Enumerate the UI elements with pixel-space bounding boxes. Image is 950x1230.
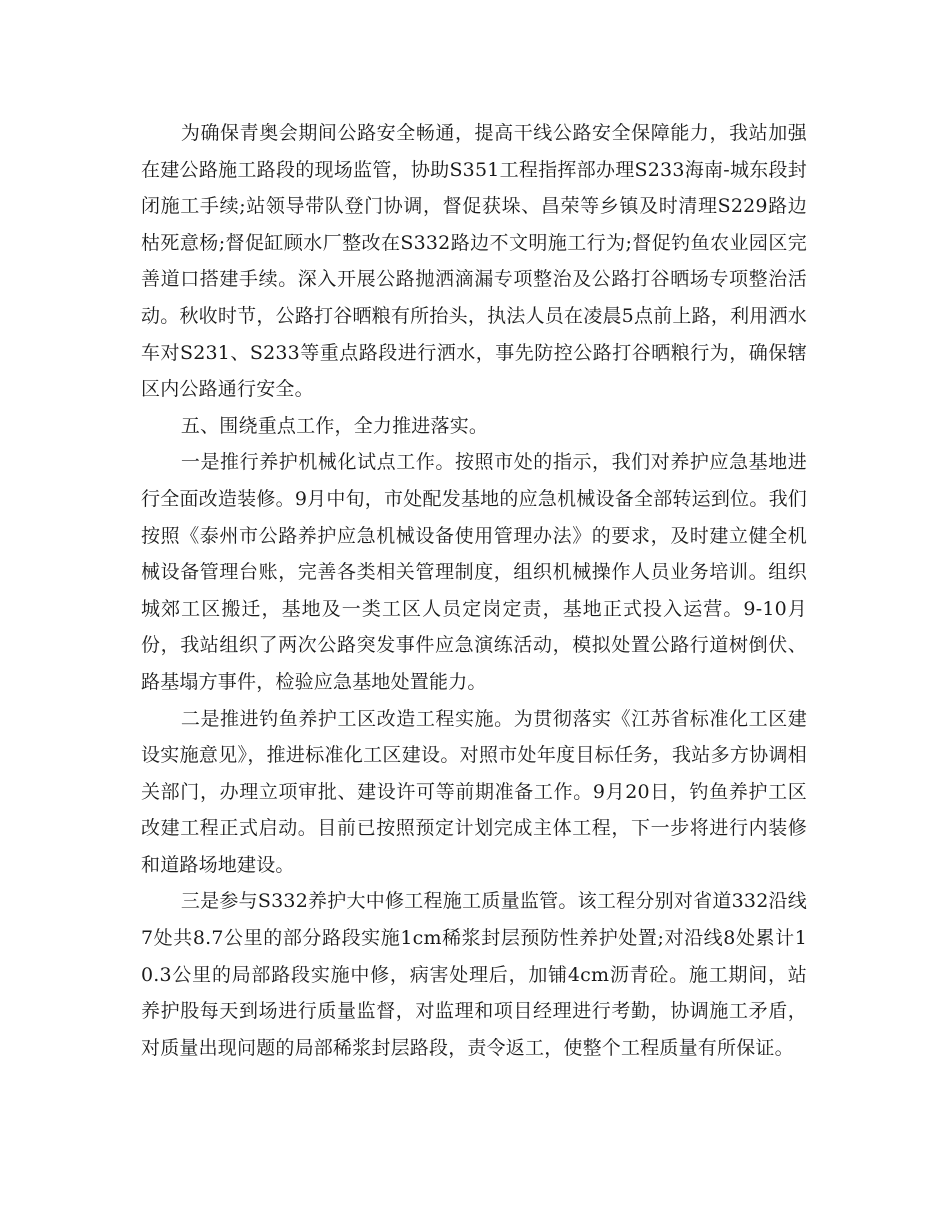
paragraph-quality-supervision: 三是参与S332养护大中修工程施工质量监管。该工程分别对省道332沿线7处共8.7公里的部分路段实施1cm稀浆封层预防性养护处置;对沿线8处累计10.3公里的局部路段实施中修，病害处理后，加铺4cm沥青砼。施工期间，站养护股每天到场进行质量监督，对监理和项目经理进行考勤，协调施工矛盾，对质量出现问题的局部稀浆封层路段，责令返工，使整个工程质量有所保证。 — [141, 890, 807, 1059]
paragraph-section-heading-five: 五、围绕重点工作，全力推进落实。 — [180, 414, 489, 437]
paragraph-road-safety: 为确保青奥会期间公路安全畅通，提高干线公路安全保障能力，我站加强在建公路施工路段的现场监管，协助S351工程指挥部办理S233海南-城东段封闭施工手续;站领导带队登门协调，督促获垛、昌荣等乡镇及时清理S229路边枯死意杨;督促缸顾水厂整改在S332路边不文明施工行为;督促钓鱼农业园区完善道口搭建手续。深入开展公路抛洒滴漏专项整治及公路打谷晒场专项整治活动。秋收时节，公路打谷晒粮有所抬头，执法人员在凌晨5点前上路，利用洒水车对S231、S233等重点路段进行洒水，事先防控公路打谷晒粮行为，确保辖区内公路通行安全。 — [141, 122, 807, 401]
paragraph-maintenance-mechanization: 一是推行养护机械化试点工作。按照市处的指示，我们对养护应急基地进行全面改造装修。9月中旬，市处配发基地的应急机械设备全部转运到位。我们按照《泰州市公路养护应急机械设备使用管理办法》的要求，及时建立健全机械设备管理台账，完善各类相关管理制度，组织机械操作人员业务培训。组织城郊工区搬迁，基地及一类工区人员定岗定责，基地正式投入运营。9-10月份，我站组织了两次公路突发事件应急演练活动，模拟处置公路行道树倒伏、路基塌方事件，检验应急基地处置能力。 — [141, 451, 807, 693]
document-body — [141, 115, 807, 1066]
paragraph-work-area-renovation: 二是推进钓鱼养护工区改造工程实施。为贯彻落实《江苏省标准化工区建设实施意见》，推进标准化工区建设。对照市处年度目标任务，我站多方协调相关部门，办理立项审批、建设许可等前期准备工作。9月20日，钓鱼养护工区改建工程正式启动。目前已按照预定计划完成主体工程，下一步将进行内装修和道路场地建设。 — [141, 707, 807, 876]
